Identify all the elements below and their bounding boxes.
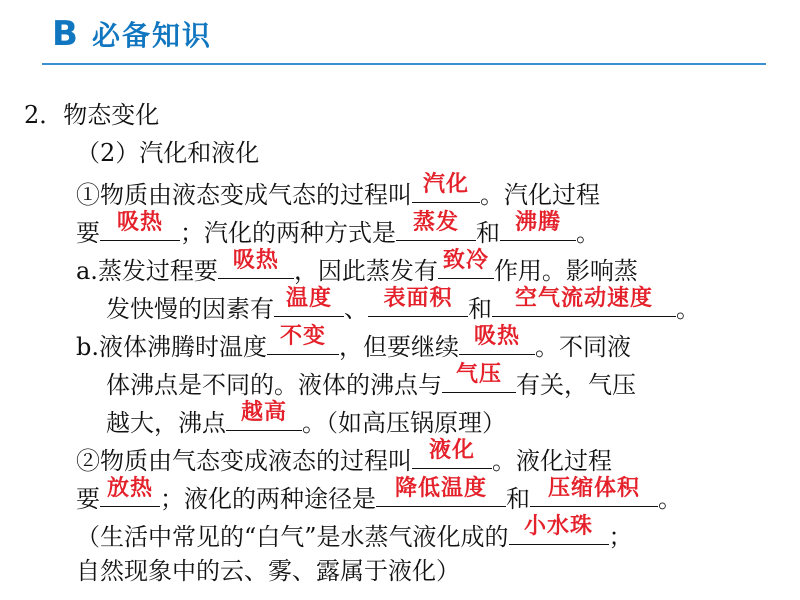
text-segment: ；汽化的两种方式是 [180, 219, 396, 247]
text-line [76, 248, 638, 286]
text-segment: ，但要继续 [339, 333, 459, 361]
text-line [76, 172, 600, 210]
answer-text: 沸腾 [514, 210, 561, 235]
text-segment: b.液体沸腾时温度 [76, 333, 267, 361]
answer-blank [274, 286, 344, 317]
text-segment: 体沸点是不同的。液体的沸点与 [106, 371, 442, 399]
answer-blank [459, 324, 535, 355]
text-segment: a.蒸发过程要 [76, 257, 218, 285]
section-badge: B [52, 14, 78, 54]
text-line [76, 556, 460, 586]
section-title: 必备知识 [92, 19, 213, 52]
subtopic-heading: （2）汽化和液化 [76, 139, 260, 167]
answer-text: 汽化 [422, 172, 469, 197]
answer-text: 降低温度 [394, 476, 487, 501]
text-segment: 和 [468, 295, 492, 323]
answer-blank [509, 514, 609, 545]
heading-line [24, 100, 159, 130]
answer-blank [492, 286, 676, 317]
text-segment: （生活中常见的“白气”是水蒸气液化成的 [76, 523, 509, 551]
text-line [106, 286, 700, 324]
text-segment: 、 [344, 295, 368, 323]
text-segment: 和 [476, 219, 500, 247]
answer-text: 压缩体积 [547, 476, 640, 501]
text-segment: 。不同液 [535, 333, 631, 361]
answer-blank [100, 210, 180, 241]
text-segment: 要 [76, 219, 100, 247]
answer-text: 致冷 [442, 248, 489, 273]
answer-text: 蒸发 [412, 210, 459, 235]
text-segment: 。（如高压锅原理） [302, 409, 506, 437]
answer-text: 不变 [279, 324, 326, 349]
answer-blank [530, 476, 658, 507]
text-segment: 。 [676, 295, 700, 323]
answer-text: 表面积 [383, 286, 453, 311]
text-line [76, 514, 633, 552]
answer-blank [442, 362, 516, 393]
answer-blank [500, 210, 576, 241]
answer-text: 气压 [455, 362, 502, 387]
answer-text: 温度 [285, 286, 332, 311]
subheading-line [76, 138, 259, 168]
answer-blank [376, 476, 506, 507]
answer-blank [396, 210, 476, 241]
answer-blank [218, 248, 294, 279]
text-line [76, 438, 612, 476]
text-segment: ，因此蒸发有 [293, 257, 438, 285]
answer-text: 吸热 [232, 248, 279, 273]
answer-text: 空气流动速度 [514, 286, 653, 311]
answer-blank [412, 438, 492, 469]
text-line [76, 210, 600, 248]
answer-blank [412, 172, 480, 203]
answer-blank [226, 400, 302, 431]
topic-heading: 2．物态变化 [24, 101, 160, 129]
text-segment: ①物质由液态变成气态的过程叫 [76, 181, 412, 209]
text-segment: 作用。影响蒸 [493, 257, 638, 285]
text-segment: 自然现象中的云、雾、露属于液化） [76, 557, 460, 585]
answer-text: 液化 [428, 438, 475, 463]
answer-text: 小水珠 [524, 514, 594, 539]
answer-text: 吸热 [116, 210, 163, 235]
text-segment: 有关，气压 [516, 371, 636, 399]
text-line [76, 476, 682, 514]
answer-blank [100, 476, 160, 507]
text-segment: 。 [576, 219, 600, 247]
text-line [76, 324, 631, 362]
answer-text: 放热 [106, 476, 153, 501]
answer-text: 越高 [240, 400, 287, 425]
text-segment: 越大，沸点 [106, 409, 226, 437]
text-segment: 和 [506, 485, 530, 513]
text-segment: 。 [658, 485, 682, 513]
text-segment: 。液化过程 [492, 447, 612, 475]
text-segment: ； [608, 523, 633, 551]
text-line [106, 362, 636, 400]
text-segment: 要 [76, 485, 100, 513]
answer-blank [438, 248, 494, 279]
answer-blank [368, 286, 468, 317]
text-line [106, 400, 506, 438]
text-segment: ②物质由气态变成液态的过程叫 [76, 447, 412, 475]
answer-text: 吸热 [473, 324, 520, 349]
answer-blank [267, 324, 339, 355]
text-segment: 发快慢的因素有 [106, 295, 274, 323]
text-segment: 。汽化过程 [480, 181, 600, 209]
text-segment: ；液化的两种途径是 [160, 485, 376, 513]
